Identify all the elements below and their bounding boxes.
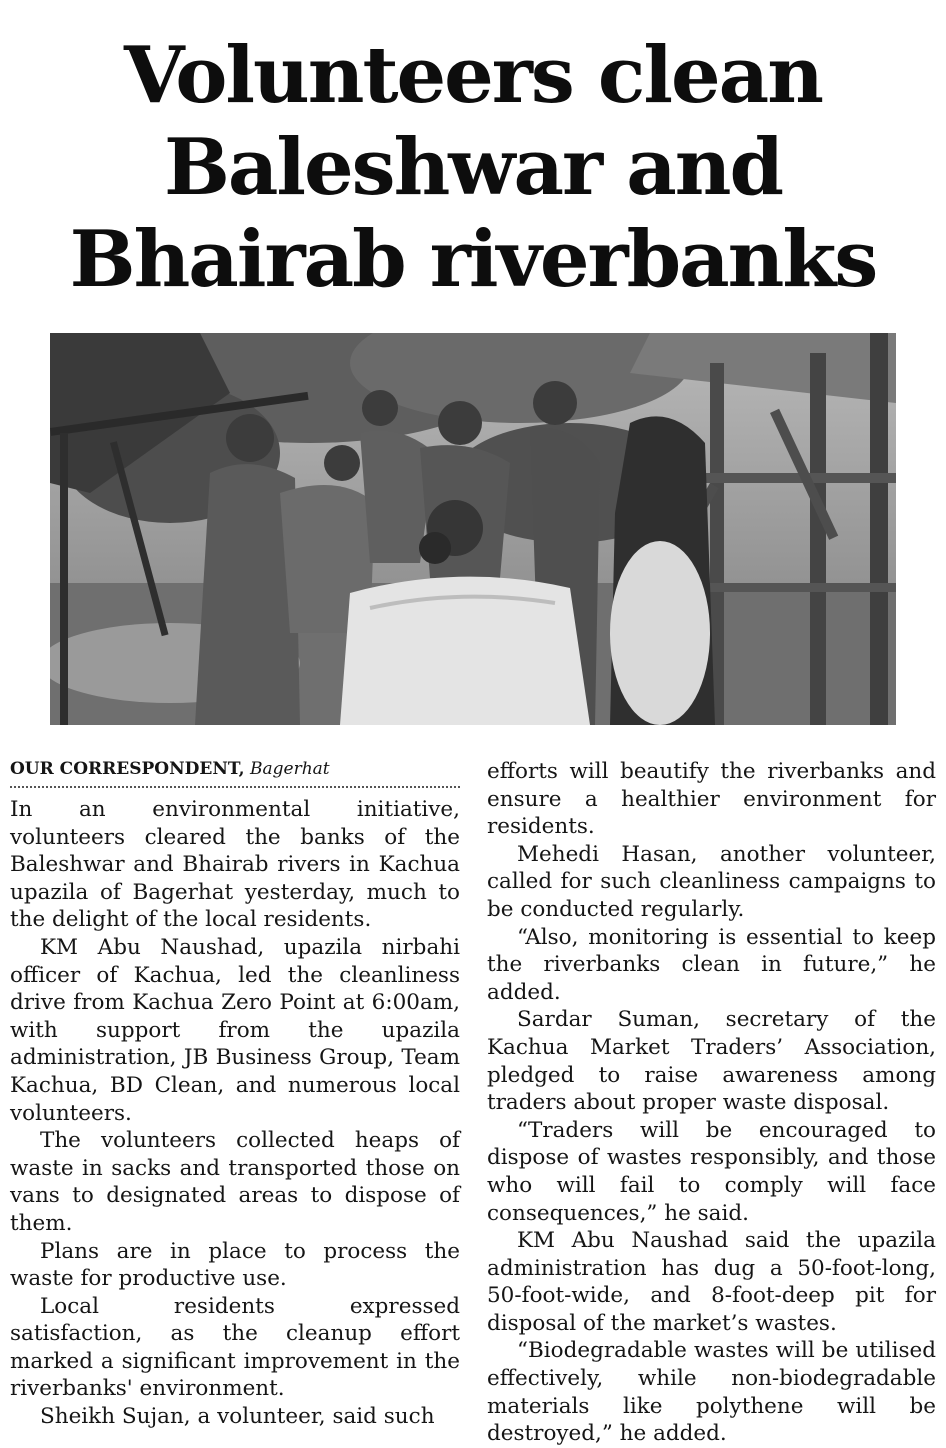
- byline: [10, 758, 460, 780]
- article-paragraph: Sardar Suman, secretary of the Kachua Market Traders’ Association, pledged to raise awareness among traders about proper waste disposal.: [487, 1007, 936, 1116]
- article-column-1: [10, 758, 460, 1431]
- headline-line-1: Volunteers clean: [124, 30, 822, 121]
- article-paragraph: “Also, monitoring is essential to keep the riverbanks clean in future,” he added.: [487, 924, 936, 1005]
- news-photo: [50, 333, 896, 725]
- article-paragraph: KM Abu Naushad said the upazila administration has dug a 50-foot-long, 50-foot-wide, and 8-foot-deep pit for disposal of the market’s wastes.: [487, 1228, 936, 1336]
- article-paragraph: efforts will beautify the riverbanks and ensure a healthier environment for residents.: [487, 759, 936, 840]
- article-column-2: [487, 758, 936, 1448]
- article-paragraph: The volunteers collected heaps of waste in sacks and transported those on vans to designated areas to dispose of them.: [10, 1128, 460, 1236]
- headline: [0, 30, 946, 306]
- article-paragraph: “Biodegradable wastes will be utilised effectively, while non-biodegradable materials like polythene will be destroyed,” he added.: [487, 1338, 936, 1447]
- photo-illustration-icon: [50, 333, 896, 725]
- article-paragraph: Plans are in place to process the waste for productive use.: [10, 1238, 460, 1292]
- article-paragraph: “Traders will be encouraged to dispose of wastes responsibly, and those who will fail to comply will face consequences,” he said.: [487, 1117, 936, 1226]
- headline-line-2: Baleshwar and: [163, 122, 783, 213]
- article-paragraph: Local residents expressed satisfaction, as the cleanup effort marked a significant improvement in the riverbanks' environment.: [10, 1293, 460, 1402]
- headline-line-3: Bhairab riverbanks: [69, 214, 877, 305]
- article-paragraph: Mehedi Hasan, another volunteer, called for such cleanliness campaigns to be conducted regularly.: [487, 841, 936, 922]
- article-paragraph: KM Abu Naushad, upazila nirbahi officer of Kachua, led the cleanliness drive from Kachua Zero Point at 6:00am, with support from the upazila administration, JB Business Group, Team Kachua, BD Clean, and numerous local volunteers.: [10, 934, 460, 1126]
- byline-divider: [10, 786, 460, 788]
- byline-name: OUR CORRESPONDENT,: [10, 759, 245, 779]
- article-paragraph: Sheikh Sujan, a volunteer, said such: [40, 1404, 435, 1430]
- byline-place: Bagerhat: [250, 759, 330, 779]
- article-paragraph: In an environmental initiative, volunteers cleared the banks of the Baleshwar and Bhairab rivers in Kachua upazila of Bagerhat yesterday, much to the delight of the local residents.: [10, 797, 460, 933]
